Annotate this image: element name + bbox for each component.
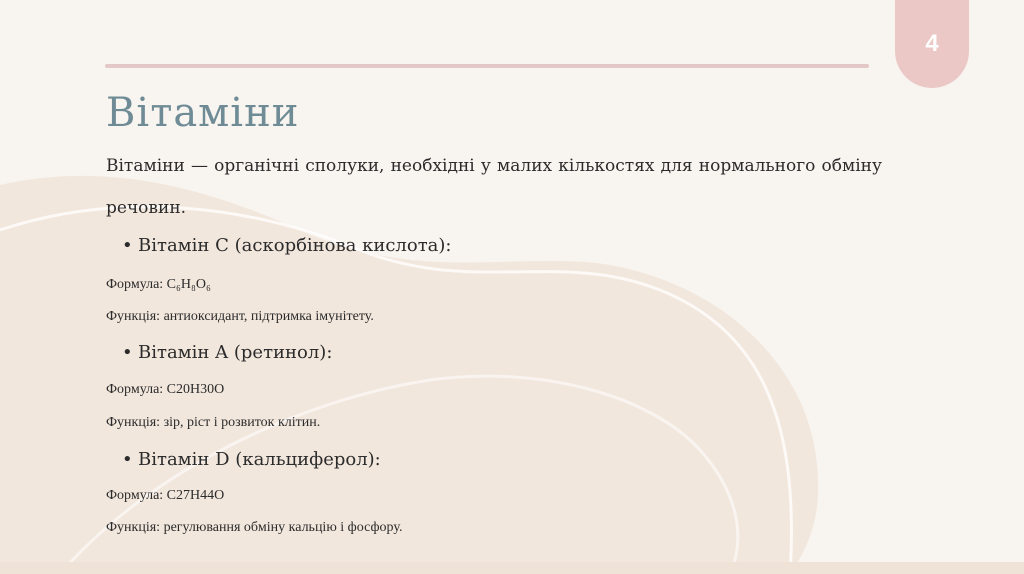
vitamin-d-heading — [122, 449, 381, 470]
vitamin-d-formula: Формула: C27H44O — [106, 488, 225, 503]
vitamin-c-heading — [122, 235, 451, 256]
bullet-icon: • — [122, 342, 133, 363]
bullet-icon: • — [122, 449, 133, 470]
page-number: 4 — [925, 30, 939, 57]
slide-title: Вітаміни — [106, 90, 300, 136]
vitamin-d-heading-text: Вітамін D (кальциферол): — [138, 449, 381, 470]
vitamin-c-heading-text: Вітамін C (аскорбінова кислота): — [138, 235, 452, 256]
vitamin-c-formula: Формула: C₆H₈O₆ — [106, 277, 211, 292]
intro-paragraph: Вітаміни — органічні сполуки, необхідні у малих кількостях для нормального обміну речовин. — [106, 156, 882, 218]
vitamin-a-function: Функція: зір, ріст і розвиток клітин. — [106, 415, 321, 430]
page-number-badge — [895, 0, 969, 88]
vitamin-a-heading — [122, 342, 332, 363]
background-bottom-strip — [0, 562, 1024, 574]
vitamin-d-function: Функція: регулювання обміну кальцію і фосфору. — [106, 520, 403, 535]
bullet-icon: • — [122, 235, 133, 256]
title-divider — [105, 64, 869, 68]
vitamin-a-heading-text: Вітамін A (ретинол): — [138, 342, 333, 363]
vitamin-a-formula: Формула: C20H30O — [106, 382, 225, 397]
vitamin-c-function: Функція: антиоксидант, підтримка імунітету. — [106, 309, 374, 324]
